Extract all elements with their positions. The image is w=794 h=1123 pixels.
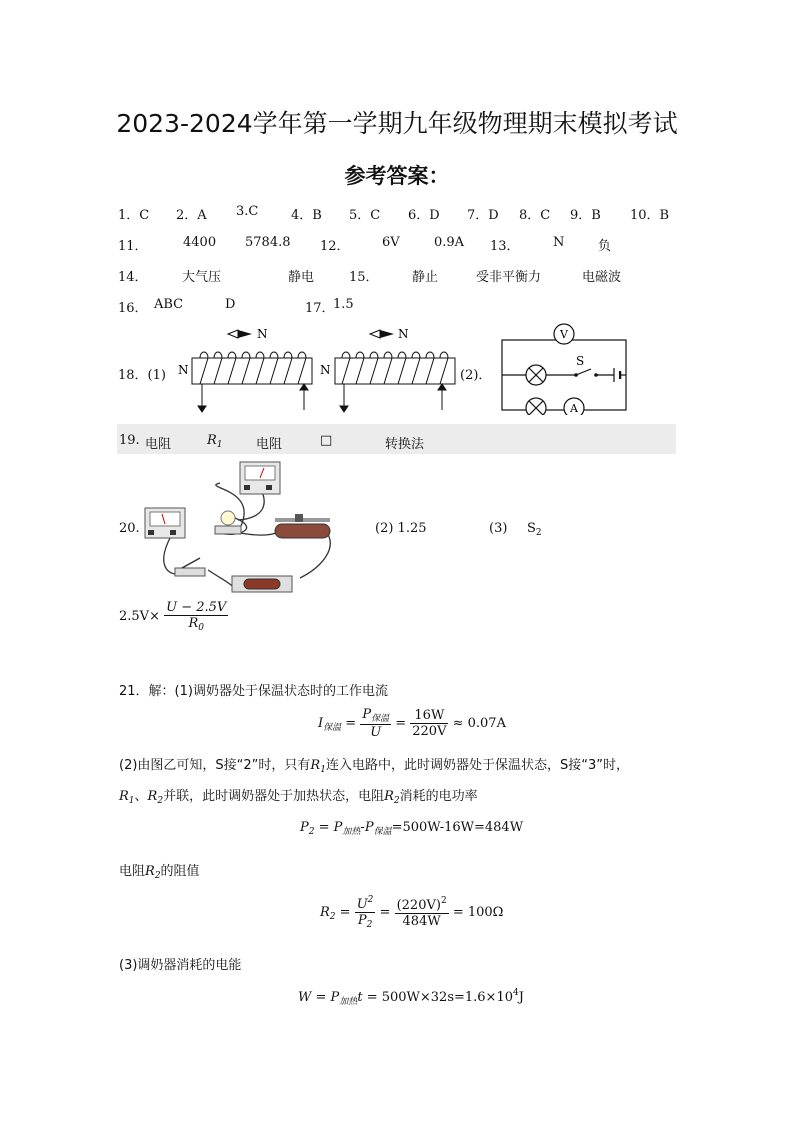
mc-answer-10: 10．B	[630, 208, 670, 223]
light-bulb-icon	[215, 511, 241, 534]
q21-resistance-label: 电阻$R_2$的阻值	[119, 864, 200, 881]
q12-number: 12．	[320, 239, 350, 254]
q12-answer-1: 6V	[382, 235, 400, 250]
q20-expr-fraction	[164, 600, 228, 633]
mc-answer-5: 5．C	[349, 208, 381, 223]
q20-expr-numerator: U − 2.5V	[166, 600, 227, 615]
f1-lhs: $I_{保温}$	[318, 716, 342, 733]
q14-answer-1: 大气压	[182, 270, 222, 285]
q19-answer-1: 电阻	[145, 437, 172, 452]
mc-answer-8: 8．C	[519, 208, 551, 223]
q15-answer-2: 受非平衡力	[476, 270, 542, 285]
q16-number: 16．	[118, 301, 148, 316]
page-title: 2023-2024学年第一学期九年级物理期末模拟考试	[116, 109, 678, 138]
f1-fraction-numeric: $\frac{16W}{220V}$	[412, 708, 447, 739]
mc-answer-1: 1．C	[118, 208, 150, 223]
solenoid-right-pole: N	[320, 363, 331, 377]
q15-number: 15．	[349, 270, 379, 285]
q19-answer-3: 转换法	[385, 437, 425, 452]
mc-answer-2: 2．A	[176, 208, 207, 223]
q19-number: 19.	[119, 433, 140, 448]
needle-pole-label: N	[257, 327, 268, 341]
q20-number: 20.	[119, 521, 140, 536]
rheostat-icon	[275, 514, 330, 538]
q13-answer-2: 负	[598, 239, 612, 254]
q12-answer-2: 0.9A	[434, 235, 465, 250]
q11-number: 11．	[118, 239, 148, 254]
switch-label: S	[576, 354, 585, 368]
q13-number: 13．	[490, 239, 520, 254]
mc-answer-4: 4．B	[291, 208, 322, 223]
q16-answer-1: ABC	[154, 297, 184, 312]
q20-switch-answer: $S_2$	[527, 521, 542, 538]
circuit-diagram	[496, 320, 636, 415]
q21-para2-line1: (2)由图乙可知，S接“2”时，只有$R_1$连入电路中，此时调奶器处于保温状态，S接“3”时，	[119, 758, 629, 775]
f1-result: ≈ 0.07A	[452, 716, 506, 731]
q19-box: □	[320, 433, 333, 448]
q21-para3: (3)调奶器消耗的电能	[119, 958, 242, 973]
mc-answer-9: 9．B	[570, 208, 601, 223]
voltmeter-label: V	[560, 328, 568, 341]
q17-number: 17．	[305, 301, 335, 316]
q18-label-2: (2)．	[460, 368, 492, 383]
q15-answer-1: 静止	[412, 270, 439, 285]
ammeter-device-icon	[145, 508, 185, 538]
experiment-circuit-illustration	[140, 458, 350, 598]
q21-formula-energy: $W = P_{加热}t = 500W\times 32s=1.6\times 10^4J$	[298, 988, 524, 1007]
f1-fraction-symbolic: $\frac{P_{保温}}{U}$	[362, 707, 390, 740]
mc-answer-7: 7．D	[467, 208, 499, 223]
mc-answer-6: 6．D	[408, 208, 440, 223]
q20-part-3: (3)	[489, 521, 508, 536]
q14-answer-2: 静电	[288, 270, 315, 285]
compass-needle-icon	[228, 330, 252, 338]
q21-formula-resistance: $R_2$ = $\frac{U^2}{P_2}$ = $\frac{(220V)^2}{484W}$ = 100Ω	[320, 895, 504, 930]
q15-answer-3: 电磁波	[582, 270, 622, 285]
solenoid-diagram	[170, 322, 470, 417]
solenoid-coil-2	[335, 352, 455, 412]
switch-icon	[175, 558, 205, 576]
q18-label-1: 18．(1)	[118, 368, 166, 383]
q11-answer-2: 5784.8	[245, 235, 291, 250]
q14-number: 14．	[118, 270, 148, 285]
solenoid-coil-1	[192, 352, 312, 412]
solenoid-left-pole: N	[178, 363, 189, 377]
voltmeter-device-icon	[240, 462, 280, 494]
q21-formula-power: $P_2 = P_{加热}-P_{保温}=500W-16W=484W$	[300, 820, 524, 837]
q20-expr-left: 2.5V×	[119, 609, 160, 624]
q19-answer-2: 电阻	[256, 437, 283, 452]
q17-answer-1: 1.5	[333, 297, 354, 312]
page-subtitle: 参考答案：	[344, 164, 450, 188]
q21-intro: 21．解：(1)调奶器处于保温状态时的工作电流	[119, 684, 388, 699]
q16-answer-2: D	[225, 297, 236, 312]
mc-answer-3: 3.C	[236, 204, 259, 219]
q21-formula-current: $I_{保温}$ = $\frac{P_{保温}}{U}$ = $\frac{16W}{220V}$ ≈ 0.07A	[318, 707, 506, 740]
needle-pole-label: N	[398, 327, 409, 341]
q20-expr-denominator: $R_0$	[188, 616, 204, 633]
q19-resistor-symbol: $R_1$	[207, 433, 223, 450]
q13-answer-1: N	[553, 235, 565, 250]
q20-expression	[119, 600, 228, 633]
ammeter-label: A	[570, 402, 578, 415]
compass-needle-icon	[370, 330, 394, 338]
q21-para2-line2: $R_1$、$R_2$并联，此时调奶器处于加热状态，电阻$R_2$消耗的电功率	[119, 789, 478, 806]
q20-part-2: (2) 1.25	[375, 521, 427, 536]
q11-answer-1: 4400	[183, 235, 217, 250]
battery-icon	[232, 576, 292, 592]
